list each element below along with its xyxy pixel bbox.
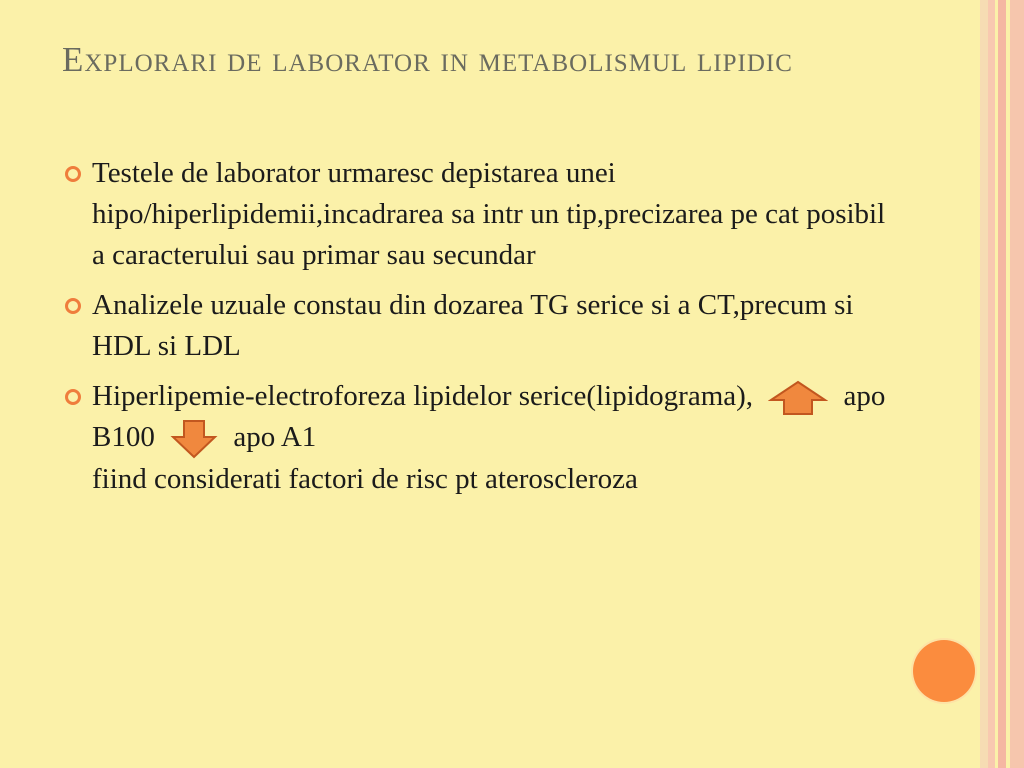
bullet-text: fiind considerati factori de risc pt ateroscleroza bbox=[92, 463, 638, 496]
slide-title: Explorari de laborator in metabolismul lipidic bbox=[62, 40, 793, 79]
bullet-list bbox=[62, 153, 892, 509]
apo-b100-label: apo B100 bbox=[92, 380, 886, 453]
bullet-text: Hiperlipemie-electroforeza lipidelor serice(lipidograma), bbox=[92, 380, 754, 412]
bullet-item-3 bbox=[62, 376, 892, 500]
border-stripe bbox=[988, 0, 995, 768]
arrow-down-icon bbox=[170, 419, 218, 459]
border-stripe bbox=[1010, 0, 1024, 768]
bullet-item-1 bbox=[62, 153, 892, 276]
arrow-up-icon bbox=[768, 380, 828, 416]
apo-a1-label: apo A1 bbox=[233, 421, 317, 453]
border-stripe bbox=[980, 0, 988, 768]
bullet-ring-icon bbox=[65, 389, 81, 405]
bullet-ring-icon bbox=[65, 298, 81, 314]
bullet-item-2 bbox=[62, 285, 892, 367]
border-stripe bbox=[998, 0, 1006, 768]
bullet-text: Testele de laborator urmaresc depistarea unei hipo/hiperlipidemii,incadrarea sa intr un tip,precizarea pe cat posibil a caracterului sau primar sau secundar bbox=[92, 157, 886, 271]
decorative-orb bbox=[913, 640, 975, 702]
bullet-ring-icon bbox=[65, 166, 81, 182]
bullet-text: Analizele uzuale constau din dozarea TG serice si a CT,precum si HDL si LDL bbox=[92, 289, 854, 362]
